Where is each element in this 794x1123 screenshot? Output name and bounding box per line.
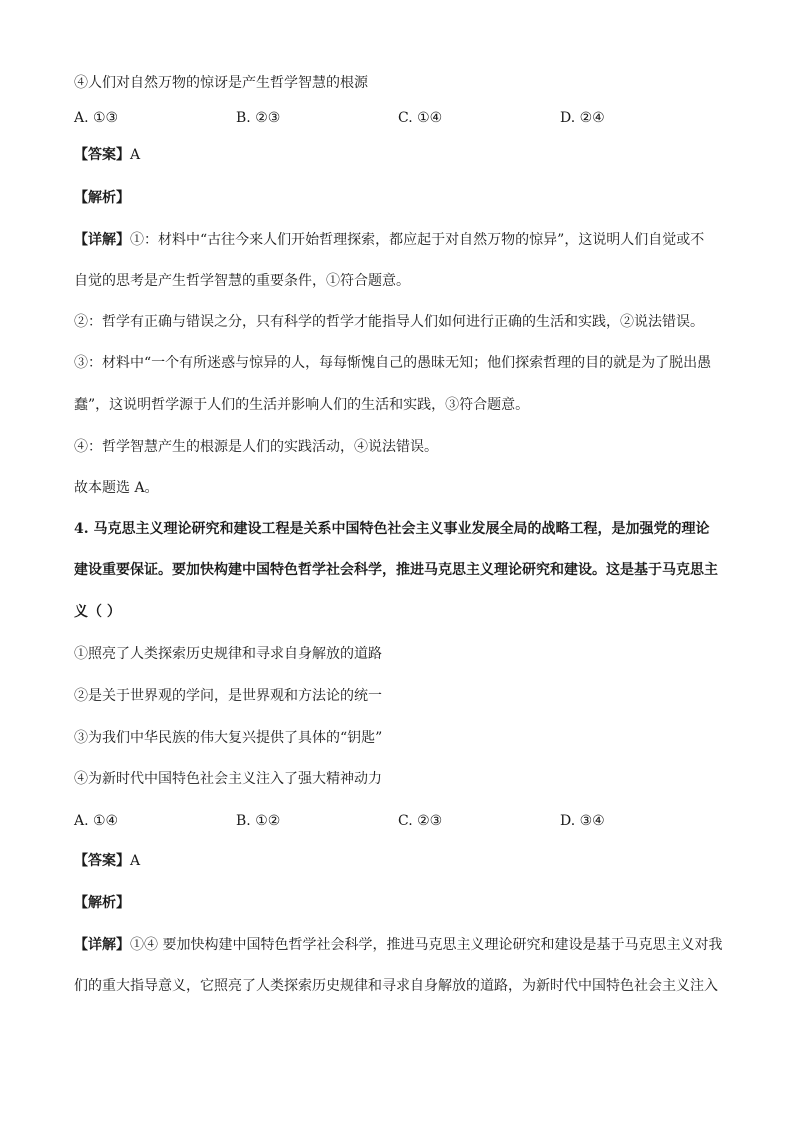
prev-detail-line-4: ③：材料中“一个有所迷惑与惊异的人，每每惭愧自己的愚昧无知；他们探索哲理的目的就是为了脱出愚 <box>74 355 712 371</box>
prev-options <box>74 108 724 128</box>
prev-analysis-tag: 【解析】 <box>74 190 130 206</box>
prev-answer-value: A <box>130 147 141 163</box>
prev-option-c: C. ①④ <box>398 110 443 126</box>
q4-detail-line-1: 【详解】①④ 要加快构建中国特色哲学社会科学，推进马克思主义理论研究和建设是基于马克思主义对我 <box>74 937 723 953</box>
prev-answer-tag: 【答案】 <box>74 147 130 163</box>
q4-answer-value: A <box>130 853 141 869</box>
q4-stem-line-3: 义（ ） <box>74 604 121 620</box>
q4-option-a: A. ①④ <box>74 813 119 829</box>
q4-item-1: ①照亮了人类探索历史规律和寻求自身解放的道路 <box>74 646 382 662</box>
q4-option-c: C. ②③ <box>398 813 443 829</box>
prev-detail-line-3: ②：哲学有正确与错误之分，只有科学的哲学才能指导人们如何进行正确的生活和实践，②说法错误。 <box>74 314 704 330</box>
prev-detail-line-6: ④：哲学智慧产生的根源是人们的实践活动，④说法错误。 <box>74 439 438 455</box>
prev-detail-line-1: 【详解】①：材料中“古往今来人们开始哲理探索，都应起于对自然万物的惊异”，这说明人们自觉或不 <box>74 232 705 248</box>
prev-detail-line-5: 蠢”，这说明哲学源于人们的生活并影响人们的生活和实践，③符合题意。 <box>74 397 530 413</box>
prev-answer <box>74 145 724 165</box>
prev-detail-tag: 【详解】 <box>74 232 130 248</box>
q4-item-3: ③为我们中华民族的伟大复兴提供了具体的“钥匙” <box>74 730 383 746</box>
q4-analysis-tag: 【解析】 <box>74 895 130 911</box>
q4-answer-tag: 【答案】 <box>74 853 130 869</box>
q4-detail-line-2: 们的重大指导意义，它照亮了人类探索历史规律和寻求自身解放的道路，为新时代中国特色社会主义注入 <box>74 978 718 994</box>
prev-option-d: D. ②④ <box>560 110 605 126</box>
q4-stem-line-2: 建设重要保证。要加快构建中国特色哲学社会科学，推进马克思主义理论研究和建设。这是基于马克思主 <box>74 562 718 578</box>
q4-detail-tag: 【详解】 <box>74 937 130 953</box>
prev-option-b: B. ②③ <box>236 110 281 126</box>
q4-stem-line-1: 4. 马克思主义理论研究和建设工程是关系中国特色社会主义事业发展全局的战略工程，是加强党的理论 <box>74 521 710 537</box>
q4-option-b: B. ①② <box>236 813 281 829</box>
q4-options <box>74 811 724 831</box>
prev-detail-line-2: 自觉的思考是产生哲学智慧的重要条件，①符合题意。 <box>74 273 410 289</box>
q4-item-2: ②是关于世界观的学问，是世界观和方法论的统一 <box>74 688 382 704</box>
prev-item-4: ④人们对自然万物的惊讶是产生哲学智慧的根源 <box>74 75 368 91</box>
q4-option-d: D. ③④ <box>560 813 605 829</box>
prev-option-a: A. ①③ <box>74 110 119 126</box>
q4-item-4: ④为新时代中国特色社会主义注入了强大精神动力 <box>74 771 382 787</box>
q4-answer <box>74 851 724 871</box>
prev-conclusion: 故本题选 A。 <box>74 480 159 496</box>
